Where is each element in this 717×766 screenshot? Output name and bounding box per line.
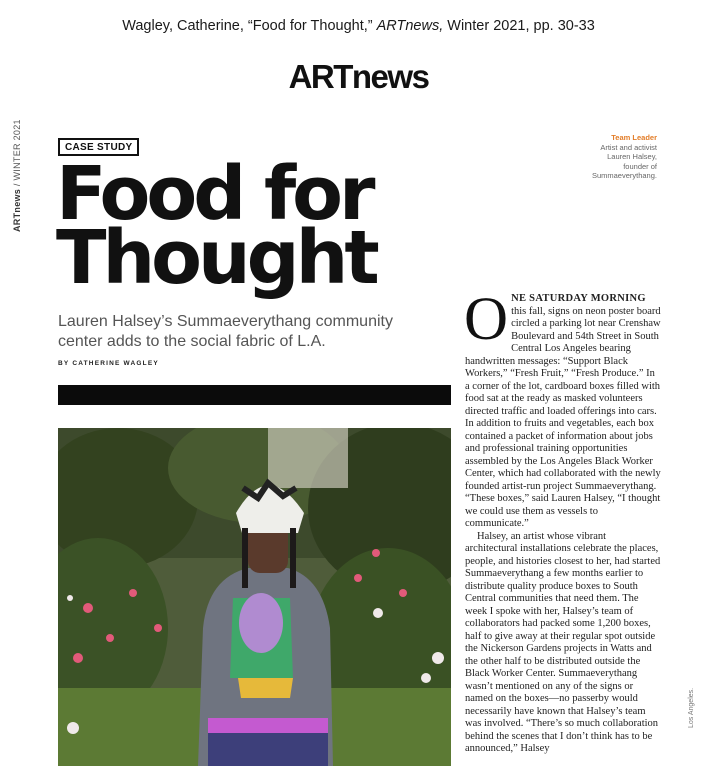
sidebar-role: Team Leader: [611, 133, 657, 142]
body-paragraph-2: Halsey, an artist whose vibrant architectural installations celebrate the places, people, and histories closest to her, had started Summaeverythang a few months earlier to distribute quality produce boxes to South Central communities that need them. The week I spoke with her, Halsey’s team of collaborators had packed some 1,200 boxes, half to give away at their regular spot outside the Nickerson Gardens projects in Watts and the other half to be distributed outside the Black Worker Center. Summaeverythang wasn’t mentioned on any of the signs or named on the boxes—no passerby would necessarily have known that Halsey’s team was involved. “There’s so much collaboration behind the scenes that I don’t think has to be announced,” Halsey: [465, 530, 661, 754]
spine-label: [12, 119, 22, 232]
citation-pages: Winter 2021, pp. 30-33: [443, 18, 595, 34]
portrait-photo: [58, 428, 451, 766]
headline-line-2: Thought: [56, 215, 376, 301]
body-paragraph-1-text: this fall, signs on neon poster board circled a parking lot near Crenshaw Boulevard and 54th Street in South Central Los Angeles bearing handwritten messages: “Support Black Workers,” “Fresh Fruit,” “Fresh Produce.” In a corner of the lot, cardboard boxes filled with food sat at the ready as masked volunteers directed traffic and loaded offerings into cars. In addition to fruits and vegetables, each box contained a packet of information about jobs and professional training opportunities assembled by the Los Angeles Black Worker Center, which had collaborated with the newly founded artist-run project Summaeverythang. “These boxes,” said Lauren Halsey, “I thought we could use them as vessels to communicate.”: [465, 305, 661, 529]
citation-text: Wagley, Catherine, “Food for Thought,”: [122, 18, 377, 34]
spine-issue: / WINTER 2021: [12, 119, 22, 189]
section-tag: CASE STUDY: [58, 138, 139, 156]
sidebar-caption-text: Artist and activist Lauren Halsey, founder of Summaeverythang.: [591, 142, 657, 180]
article-body: [464, 286, 661, 756]
drop-cap: O: [464, 286, 509, 353]
photo-credit: Los Angeles.: [688, 687, 695, 728]
byline: BY CATHERINE WAGLEY: [58, 360, 159, 367]
masthead-logo: ARTnews: [288, 58, 429, 95]
lead-in: NE SATURDAY MORNING: [511, 293, 646, 304]
headline-line-1: Food for: [56, 151, 372, 237]
sidebar-caption: [580, 133, 657, 181]
black-rule: [58, 385, 451, 405]
spine-brand: ARTnews: [12, 188, 22, 232]
body-paragraph-1: [464, 286, 661, 531]
article-headline: [56, 151, 456, 301]
article-dek: Lauren Halsey’s Summaeverythang community center adds to the social fabric of L.A.: [58, 313, 393, 350]
citation-publication: ARTnews,: [376, 18, 444, 34]
citation-line: [0, 18, 717, 34]
